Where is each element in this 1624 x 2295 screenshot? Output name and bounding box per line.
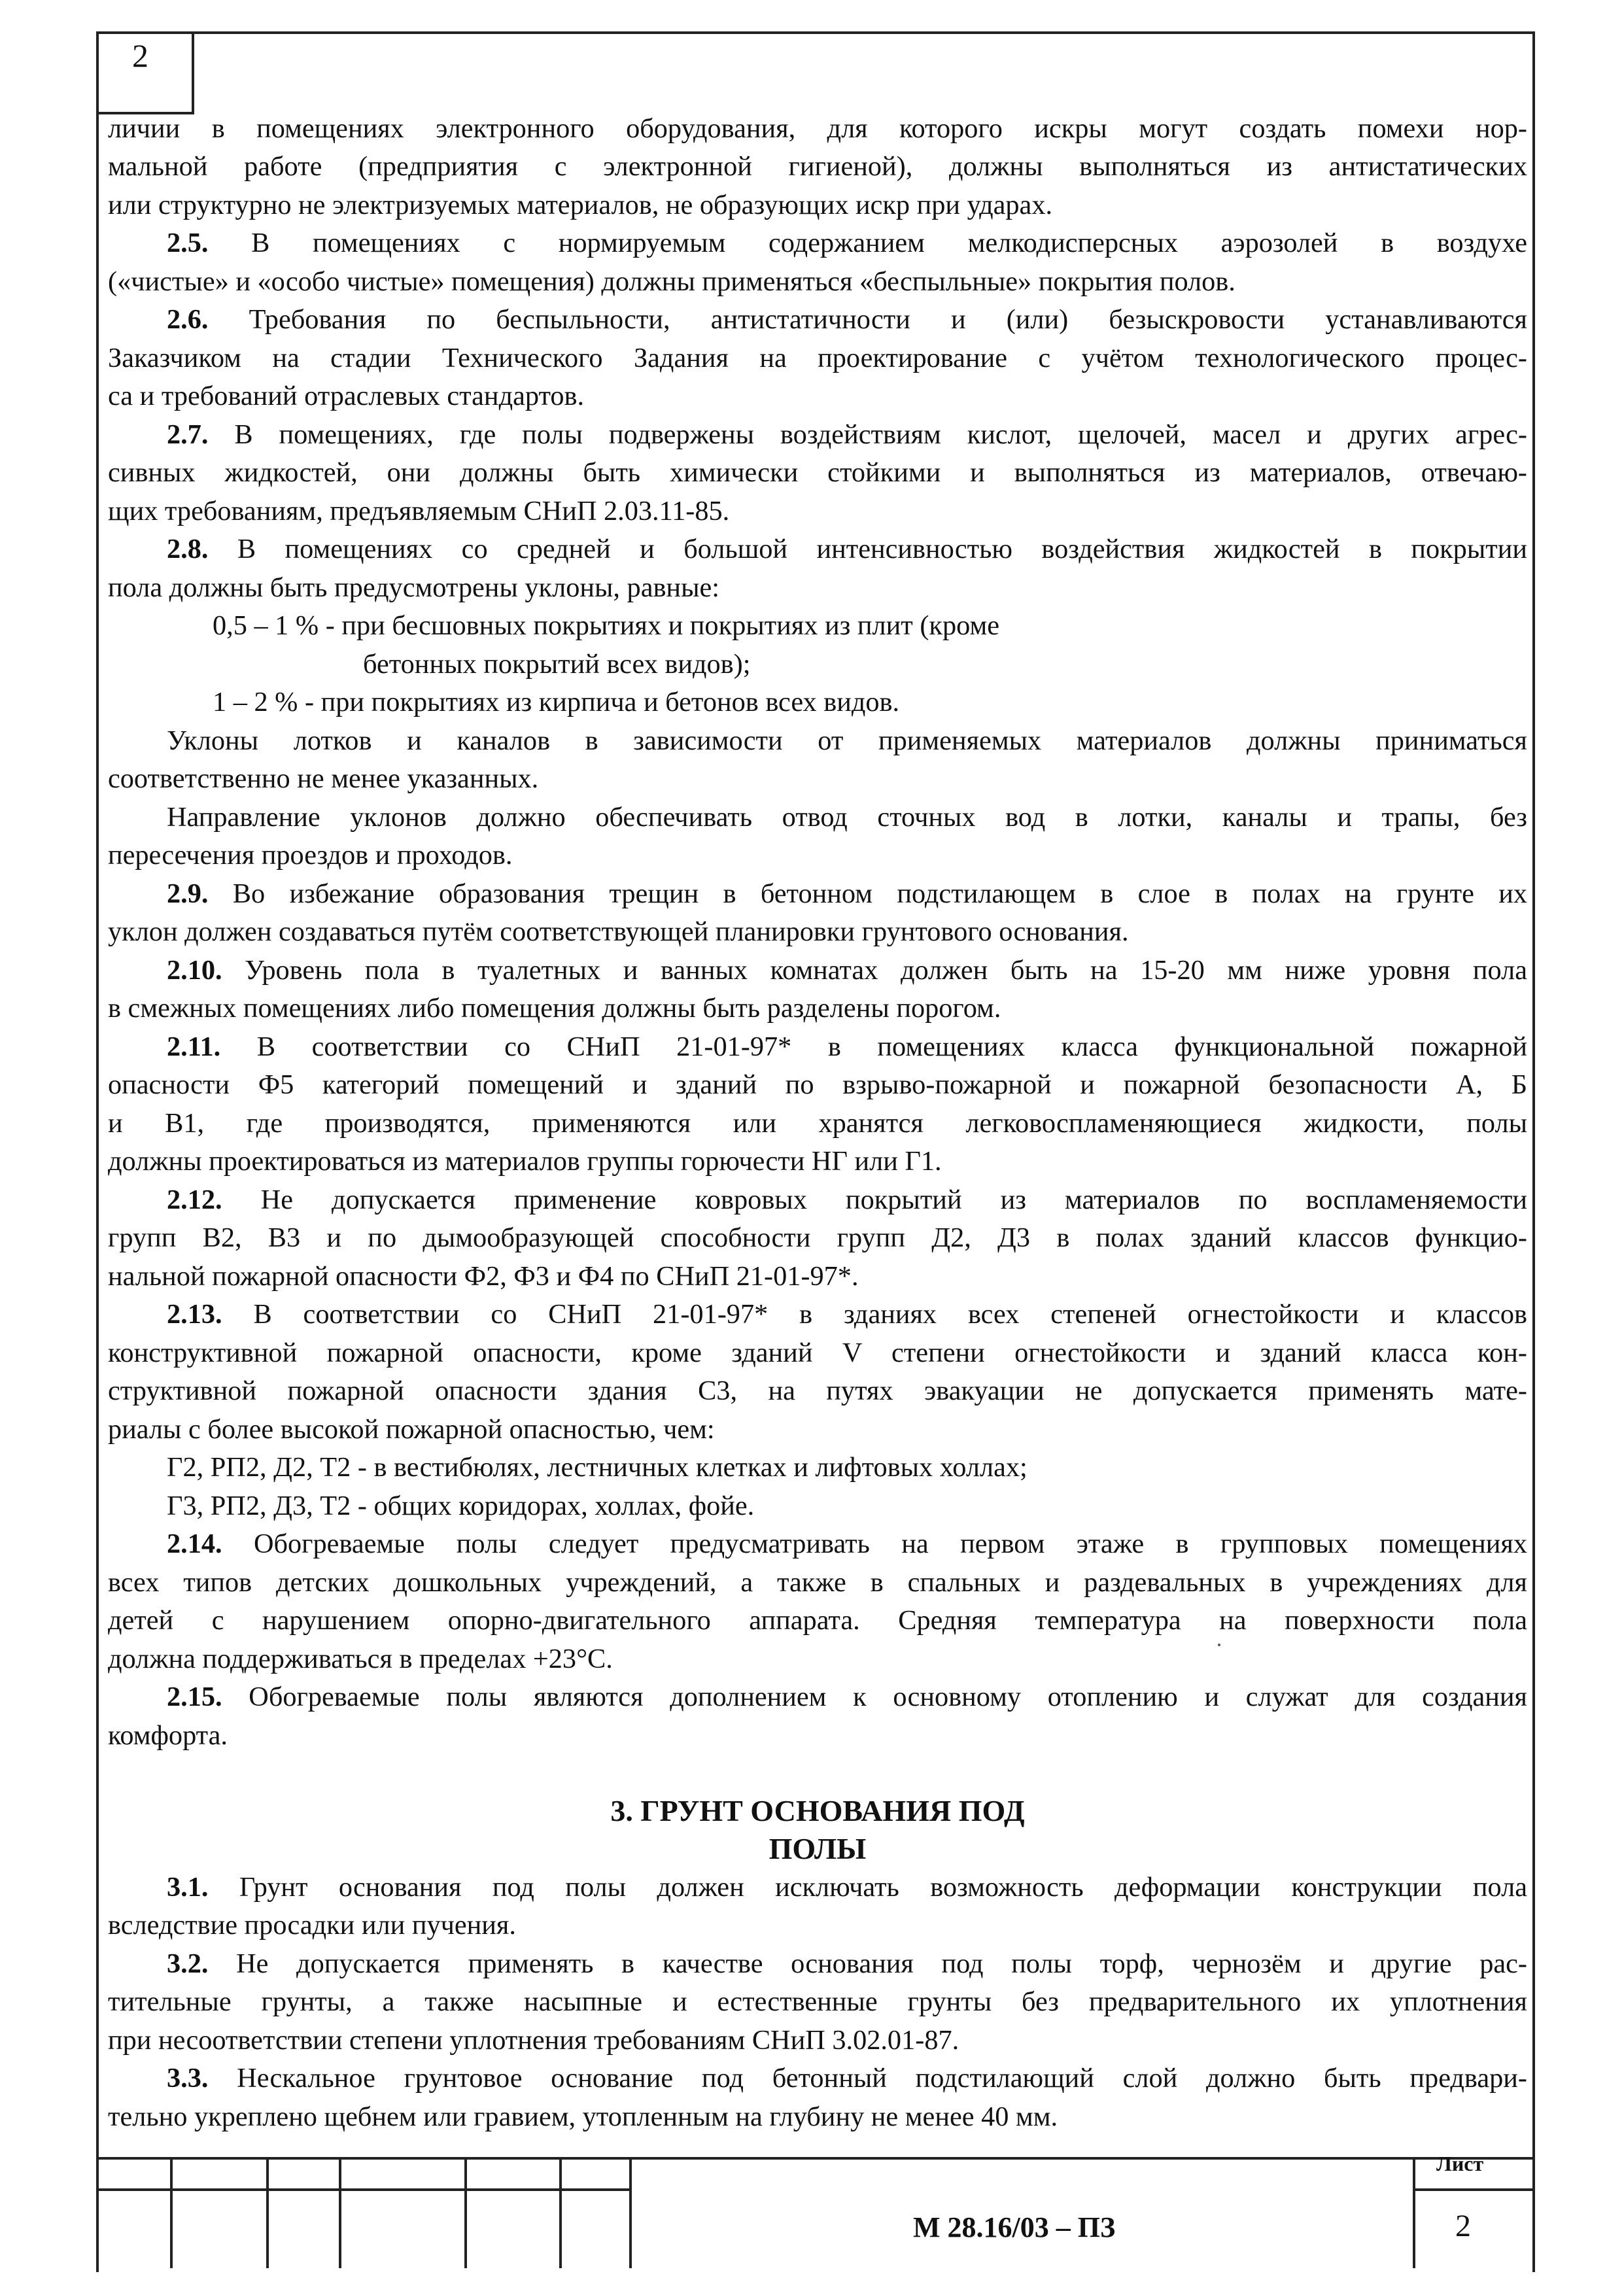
clause-number: 3.1. [167,1872,209,1903]
text-line [108,799,1527,837]
line-text: Обогреваемые полы следует предусматривать на первом этаже в групповых помещениях [222,1528,1527,1559]
text-line [108,1487,1527,1526]
line-text: В соответствии со СНиП 21-01-97* в зданиях всех степеней огнестойкости и классов [222,1299,1527,1330]
line-text: соответственно не менее указанных. [108,763,539,794]
line-text: опасности Ф5 категорий помещений и зданий по взрыво-пожарной и пожарной безопасности А, Б [108,1069,1527,1100]
line-text: Требования по беспыльности, антистатичности и (или) безыскровости устанавливаются [208,304,1527,335]
text-line [108,2060,1527,2098]
clause-number: 2.6. [167,304,209,335]
clause-number: 2.10. [167,955,222,986]
line-text: 3. ГРУНТ ОСНОВАНИЯ ПОД [610,1794,1025,1827]
line-text: всех типов детских дошкольных учреждений, а также в спальных и раздевальных в учреждениях для [108,1567,1527,1598]
line-text: уклон должен создаваться путём соответствующей планировки грунтового основания. [108,916,1129,947]
text-line [108,1525,1527,1564]
text-line [108,2022,1527,2060]
clause-number: 2.8. [167,534,209,564]
line-text: щих требованиям, предъявляемым СНиП 2.03.11-85. [108,496,730,526]
clause-number: 2.12. [167,1184,222,1215]
text-line [108,760,1527,799]
line-text: тительные грунты, а также насыпные и естественные грунты без предварительного их уплотнения [108,1986,1527,2017]
text-line [108,454,1527,492]
text-line [108,2098,1527,2137]
stamp-col-5 [559,2157,562,2268]
text-line [108,607,1527,646]
text-line [108,110,1527,148]
clause-number: 2.15. [167,1682,222,1712]
text-line [108,1678,1527,1717]
stamp-row-line-right [1413,2188,1535,2191]
stamp-col-6 [629,2157,632,2268]
line-text: детей с нарушением опорно-двигательного аппарата. Средняя температура на поверхности пола [108,1605,1527,1636]
sheet-label: Лист [1436,2152,1484,2175]
text-line [108,339,1527,378]
page-number: 2 [132,37,148,74]
line-text: при несоответствии степени уплотнения требованиям СНиП 3.02.01-87. [108,2025,959,2056]
text-line [108,377,1527,416]
line-text: ПОЛЫ [769,1832,867,1865]
line-text: комфорта. [108,1720,228,1751]
line-text: в смежных помещениях либо помещения должны быть разделены порогом. [108,993,1001,1024]
line-text: В помещениях, где полы подвержены воздействиям кислот, щелочей, масел и других агрес- [208,419,1527,450]
clause-number: 2.9. [167,878,209,909]
line-text: Грунт основания под полы должен исключать возможность деформации конструкции пола [208,1872,1527,1903]
section-heading [108,1830,1527,1869]
line-text: вследствие просадки или пучения. [108,1910,516,1941]
text-line [108,837,1527,875]
line-text: Г2, РП2, Д2, Т2 - в вестибюлях, лестничных клетках и лифтовых холлах; [167,1452,1028,1483]
text-line [108,1983,1527,2022]
line-text: конструктивной пожарной опасности, кроме зданий V степени огнестойкости и зданий класса кон- [108,1337,1527,1368]
text-line [108,1717,1527,1755]
text-line [108,683,1527,722]
line-text: Уровень пола в туалетных и ванных комнатах должен быть на 15-20 мм ниже уровня пола [222,955,1527,986]
line-text: личии в помещениях электронного оборудования, для которого искры могут создать помехи нор- [108,113,1527,144]
line-text: Г3, РП2, Д3, Т2 - общих коридорах, холлах, фойе. [167,1491,755,1521]
stamp-col-2 [266,2157,269,2268]
line-text: Во избежание образования трещин в бетонном подстилающем в слое в полах на грунте их [208,878,1527,909]
text-line [108,530,1527,569]
clause-number: 2.7. [167,419,209,450]
line-text: Не допускается применение ковровых покрытий из материалов по воспламеняемости [222,1184,1527,1215]
text-line [108,990,1527,1028]
text-line [108,722,1527,761]
text-line [108,263,1527,302]
clause-number: 2.13. [167,1299,222,1330]
document-code: М 28.16/03 – ПЗ [913,2211,1116,2243]
text-line [108,1028,1527,1067]
line-text: В помещениях с нормируемым содержанием мелкодисперсных аэрозолей в воздухе [208,228,1527,258]
line-text: Заказчиком на стадии Технического Задания на проектирование с учётом технологического процес- [108,343,1527,373]
text-line [108,301,1527,339]
text-line [108,186,1527,225]
line-text: Нескальное грунтовое основание под бетонный подстилающий слой должно быть предвари- [208,2063,1527,2094]
text-line [108,1907,1527,1945]
text-line [108,1449,1527,1487]
stamp-col-3 [339,2157,341,2268]
text-line [108,1296,1527,1334]
text-line [108,1181,1527,1220]
line-text: тельно укреплено щебнем или гравием, утопленным на глубину не менее 40 мм. [108,2101,1058,2132]
line-text: Уклоны лотков и каналов в зависимости от применяемых материалов должны приниматься [167,725,1527,756]
line-text: Обогреваемые полы являются дополнением к основному отоплению и служат для создания [222,1682,1527,1712]
text-line [108,952,1527,990]
text-line [108,569,1527,608]
stamp-col-4 [464,2157,467,2268]
stamp-col-sheet [1413,2157,1415,2268]
sheet-number: 2 [1455,2209,1471,2243]
line-text: нальной пожарной опасности Ф2, Ф3 и Ф4 по СНиП 21-01-97*. [108,1261,859,1292]
stamp-col-1 [170,2157,173,2268]
text-line [108,1640,1527,1679]
stamp-col-0 [96,2157,99,2268]
line-text: Направление уклонов должно обеспечивать отвод сточных вод в лотки, каналы и трапы, без [167,802,1527,833]
line-text: должны проектироваться из материалов группы горючести НГ или Г1. [108,1146,942,1177]
text-line [108,492,1527,531]
text-line [108,1602,1527,1640]
text-line [108,1066,1527,1105]
line-text: сивных жидкостей, они должны быть химически стойкими и выполняться из материалов, отвечаю- [108,457,1527,488]
stamp-row-line-left [96,2188,629,2191]
text-line [108,646,1527,684]
line-text: мальной работе (предприятия с электронной гигиеной), должны выполняться из антистатических [108,151,1527,182]
clause-number: 3.2. [167,1948,209,1979]
line-text: («чистые» и «особо чистые» помещения) должны применяться «беспыльные» покрытия полов. [108,266,1235,297]
clause-number: 3.3. [167,2063,209,2094]
text-line [108,913,1527,952]
line-text: структивной пожарной опасности здания С3, на путях эвакуации не допускается применять мате- [108,1375,1527,1406]
line-text: 1 – 2 % - при покрытиях из кирпича и бетонов всех видов. [213,687,900,717]
stamp-col-right [1532,2157,1535,2268]
text-line [108,1564,1527,1602]
text-line [108,1105,1527,1143]
text-line [108,1372,1527,1411]
clause-number: 2.5. [167,228,209,258]
line-text: пересечения проездов и проходов. [108,840,513,871]
line-text: групп В2, В3 и по дымообразующей способности групп Д2, Д3 в полах зданий классов функцио- [108,1222,1527,1253]
text-line [108,1143,1527,1181]
line-text: са и требований отраслевых стандартов. [108,381,585,411]
line-text: бетонных покрытий всех видов); [363,649,751,680]
line-text: и В1, где производятся, применяются или хранятся легковоспламеняющиеся жидкости, полы [108,1108,1527,1139]
text-line [108,1258,1527,1296]
text-line [108,1334,1527,1373]
text-line [108,1869,1527,1907]
line-text: 0,5 – 1 % - при бесшовных покрытиях и покрытиях из плит (кроме [213,610,1000,641]
page-number-box [96,31,194,114]
line-text: риалы с более высокой пожарной опасностью, чем: [108,1414,715,1445]
section-heading [108,1792,1527,1831]
stamp-top-line [96,2157,1535,2160]
line-text: Не допускается применять в качестве основания под полы торф, чернозём и другие рас- [208,1948,1527,1979]
text-line [108,416,1527,455]
text-line [108,1411,1527,1449]
line-text: В помещениях со средней и большой интенсивностью воздействия жидкостей в покрытии [208,534,1527,564]
clause-number: 2.11. [167,1031,221,1062]
line-text: В соответствии со СНиП 21-01-97* в помещениях класса функциональной пожарной [220,1031,1527,1062]
text-line [108,224,1527,263]
text-line [108,148,1527,186]
line-text: должна поддерживаться в пределах +23°С. [108,1644,613,1674]
line-text: или структурно не электризуемых материалов, не образующих искр при ударах. [108,190,1053,220]
text-line [108,1945,1527,1984]
text-line [108,875,1527,914]
line-text: пола должны быть предусмотрены уклоны, равные: [108,572,720,603]
clause-number: 2.14. [167,1528,222,1559]
text-line [108,1219,1527,1258]
